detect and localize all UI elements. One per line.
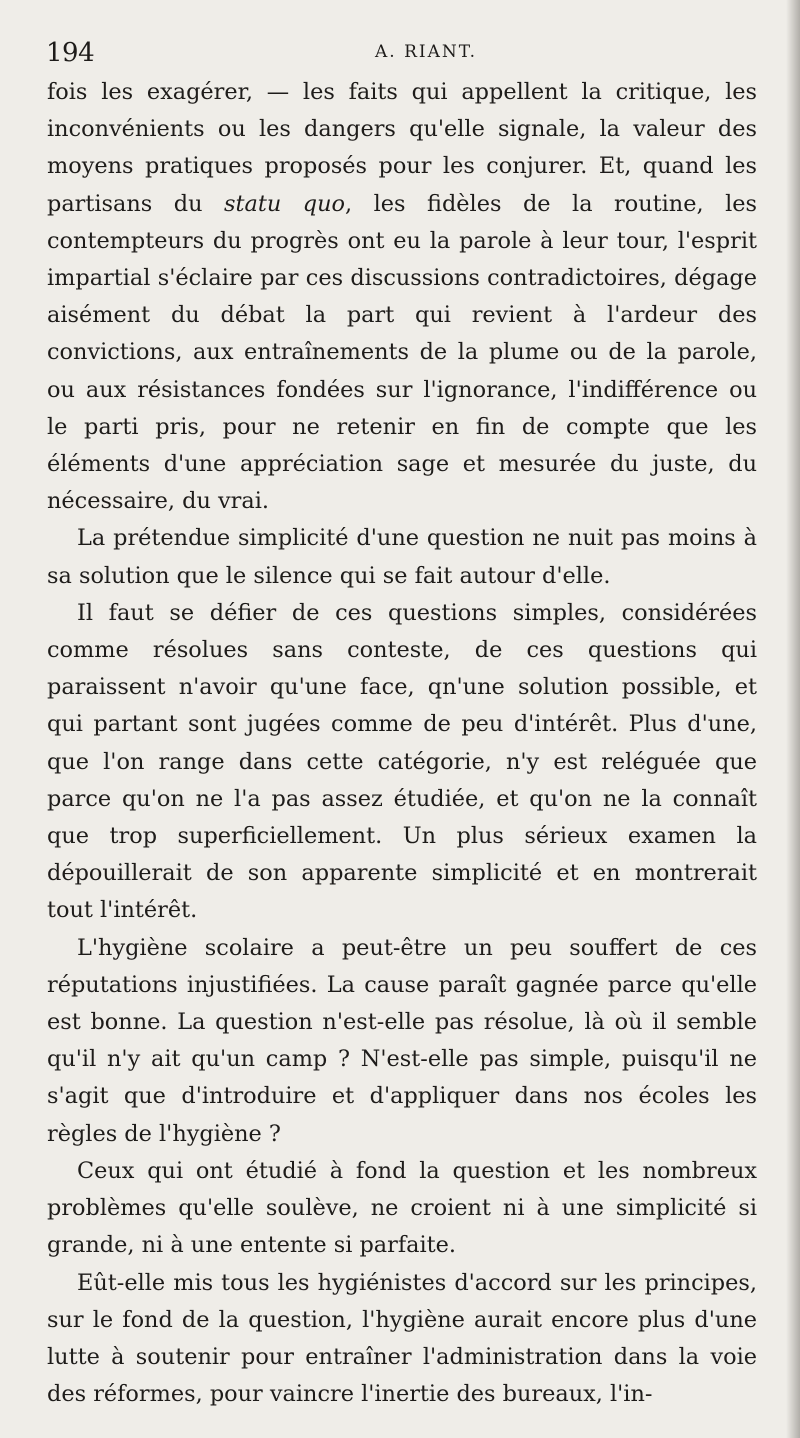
body-text bbox=[47, 74, 757, 1413]
italic-term: statu quo bbox=[224, 190, 346, 217]
page-header bbox=[46, 30, 756, 70]
page-edge-shadow bbox=[786, 0, 800, 1438]
paragraph-4: L'hygiène scolaire a peut-être un peu souffert de ces réputations injustifiées. La cause paraît gagnée parce qu'elle est bonne. La question n'est-elle pas résolue, là où il semble qu'il n'y ait qu'un camp ? N'est-elle pas simple, puisqu'il ne s'agit que d'introduire et d'appliquer dans nos écoles les règles de l'hygiène ? bbox=[47, 934, 757, 1147]
running-head: A. RIANT. bbox=[375, 42, 477, 62]
paragraph-1: fois les exagérer, — les faits qui appellent la critique, les inconvénients ou les dangers qu'elle signale, la valeur des moyens pratiques proposés pour les conjurer. Et, quand les partisans du statu quo, les fidèles de la routine, les contempteurs du progrès ont eu la parole à leur tour, l'esprit impartial s'éclaire par ces discussions contradictoires, dégage aisément du débat la part qui revient à l'ardeur des convictions, aux entraînements de la plume ou de la parole, ou aux résistances fondées sur l'ignorance, l'indifférence ou le parti pris, pour ne retenir en fin de compte que les éléments d'une appréciation sage et mesurée du juste, du nécessaire, du vrai. bbox=[47, 79, 757, 515]
paragraph-5: Ceux qui ont étudié à fond la question et les nombreux problèmes qu'elle soulève, ne croient ni à une simplicité si grande, ni à une entente si parfaite. bbox=[47, 1157, 757, 1259]
paragraph-6: Eût-elle mis tous les hygiénistes d'accord sur les principes, sur le fond de la question, l'hygiène aurait encore plus d'une lutte à soutenir pour entraîner l'administration dans la voie des réformes, pour vaincre l'inertie des bureaux, l'in- bbox=[47, 1269, 757, 1408]
paragraph-3: Il faut se défier de ces questions simples, considérées comme résolues sans conteste, de ces questions qui paraissent n'avoir qu'une face, qn'une solution possible, et qui partant sont jugées comme de peu d'intérêt. Plus d'une, que l'on range dans cette catégorie, n'y est reléguée que parce qu'on ne l'a pas assez étudiée, et qu'on ne la connaît que trop superficiellement. Un plus sérieux examen la dépouillerait de son apparente simplicité et en montrerait tout l'intérêt. bbox=[47, 599, 757, 924]
page-number: 194 bbox=[46, 38, 95, 68]
paragraph-2: La prétendue simplicité d'une question ne nuit pas moins à sa solution que le silence qui se fait autour d'elle. bbox=[47, 525, 757, 589]
